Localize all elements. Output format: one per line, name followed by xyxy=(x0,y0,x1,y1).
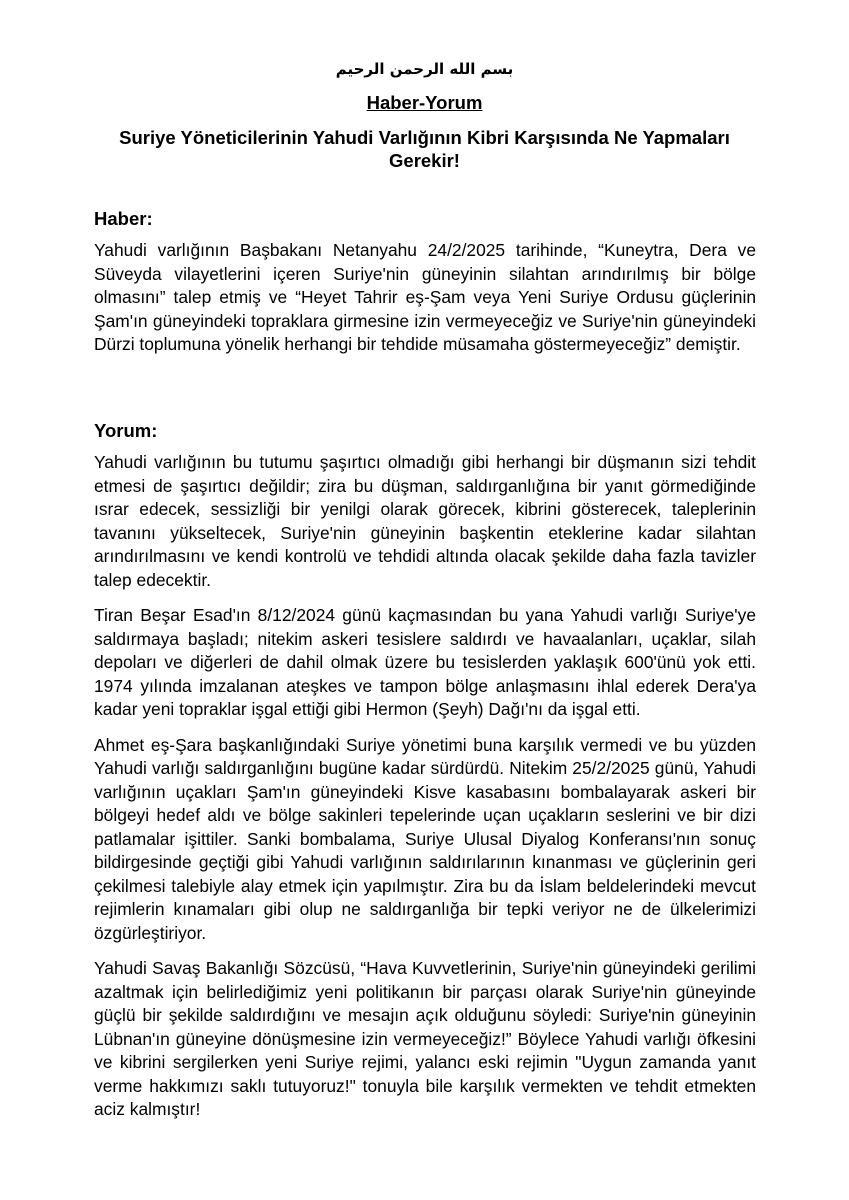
comment-paragraph: Tiran Beşar Esad'ın 8/12/2024 günü kaçmasından bu yana Yahudi varlığı Suriye'ye saldırmaya başladı; nitekim askeri tesislere saldırdı ve havaalanları, uçaklar, silah depoları ve diğerleri de dahil olmak üzere bu tesislerden yaklaşık 600'ünü yok etti. 1974 yılında imzalanan ateşkes ve tampon bölge anlaşmasını ihlal ederek Dera'ya kadar yeni topraklar işgal ettiği gibi Hermon (Şeyh) Dağı'nı da işgal etti. xyxy=(94,605,756,719)
news-section-label: Haber: xyxy=(94,208,153,229)
news-paragraph: Yahudi varlığının Başbakanı Netanyahu 24/2/2025 tarihinde, “Kuneytra, Dera ve Süveyda vilayetlerini içeren Suriye'nin güneyinin silahtan arındırılmış bir bölge olmasını” talep etmiş ve “Heyet Tahrir eş-Şam veya Yeni Suriye Ordusu güçlerinin Şam'ın güneyindeki topraklara girmesine izin vermeyeceğiz ve Suriye'nin güneyindeki Dürzi toplumuna yönelik herhangi bir tehdide müsamaha göstermeyeceğiz” demiştir. xyxy=(94,240,756,354)
comment-paragraph: Yahudi Savaş Bakanlığı Sözcüsü, “Hava Kuvvetlerinin, Suriye'nin güneyindeki gerilimi azaltmak için belirlediğimiz yeni politikanın bir parçası olarak Suriye'nin güneyinde güçlü bir şekilde saldırdığını ve mesajın açık olduğunu söyledi: Suriye'nin güneyinin Lübnan'ın güneyine dönüşmesine izin vermeyeceğiz!” Böylece Yahudi varlığı öfkesini ve kibrini sergilerken yeni Suriye rejimi, yalancı eski rejimin "Uygun zamanda yanıt verme hakkımızı saklı tutuyoruz!" tonuyla bile karşılık vermekten ve tehdit etmekten aciz kalmıştır! xyxy=(94,958,756,1119)
document-heading: Haber-Yorum xyxy=(366,92,483,113)
comment-paragraph: Yahudi varlığının bu tutumu şaşırtıcı olmadığı gibi herhangi bir düşmanın sizi tehdit etmesi de şaşırtıcı değildir; zira bu düşman, saldırganlığına bir yanıt görmediğinde ısrar edecek, sessizliği bir yenilgi olarak görecek, kibrini gösterecek, taleplerinin tavanını yükseltecek, Suriye'nin güneyinin başkentin eteklerine kadar silahtan arındırılmasını ve kendi kontrolü ve tehdidi altında olacak şekilde daha fazla tavizler talep edecektir. xyxy=(94,452,756,590)
bismillah-line: بسم الله الرحمن الرحيم xyxy=(335,60,514,78)
news-body xyxy=(94,239,756,369)
comment-paragraph: Ahmet eş-Şara başkanlığındaki Suriye yönetimi buna karşılık vermedi ve bu yüzden Yahudi varlığı saldırganlığını bugüne kadar sürdürdü. Nitekim 25/2/2025 günü, Yahudi varlığının uçakları Şam'ın güneyindeki Kisve kasabasını bombalayarak askeri bir bölgeyi hedef aldı ve bölge sakinleri tepelerinde uçan uçakların seslerini ve bir dizi patlamalar işittiler. Sanki bombalama, Suriye Ulusal Diyalog Konferansı'nın sonuç bildirgesinde geçtiği gibi Yahudi varlığının saldırılarının kınanması ve güçlerinin geri çekilmesi talebiyle alay etmek için yapılmıştır. Zira bu da İslam beldelerindeki mevcut rejimlerin kınamaları gibi olup ne saldırganlığa bir tepki veriyor ne de ülkelerimizi özgürleştiriyor. xyxy=(94,734,756,943)
comment-section-label: Yorum: xyxy=(94,420,158,441)
article-title: Suriye Yöneticilerinin Yahudi Varlığının Kibri Karşısında Ne Yapmaları Gerekir! xyxy=(119,127,730,171)
comment-body xyxy=(94,451,756,1134)
